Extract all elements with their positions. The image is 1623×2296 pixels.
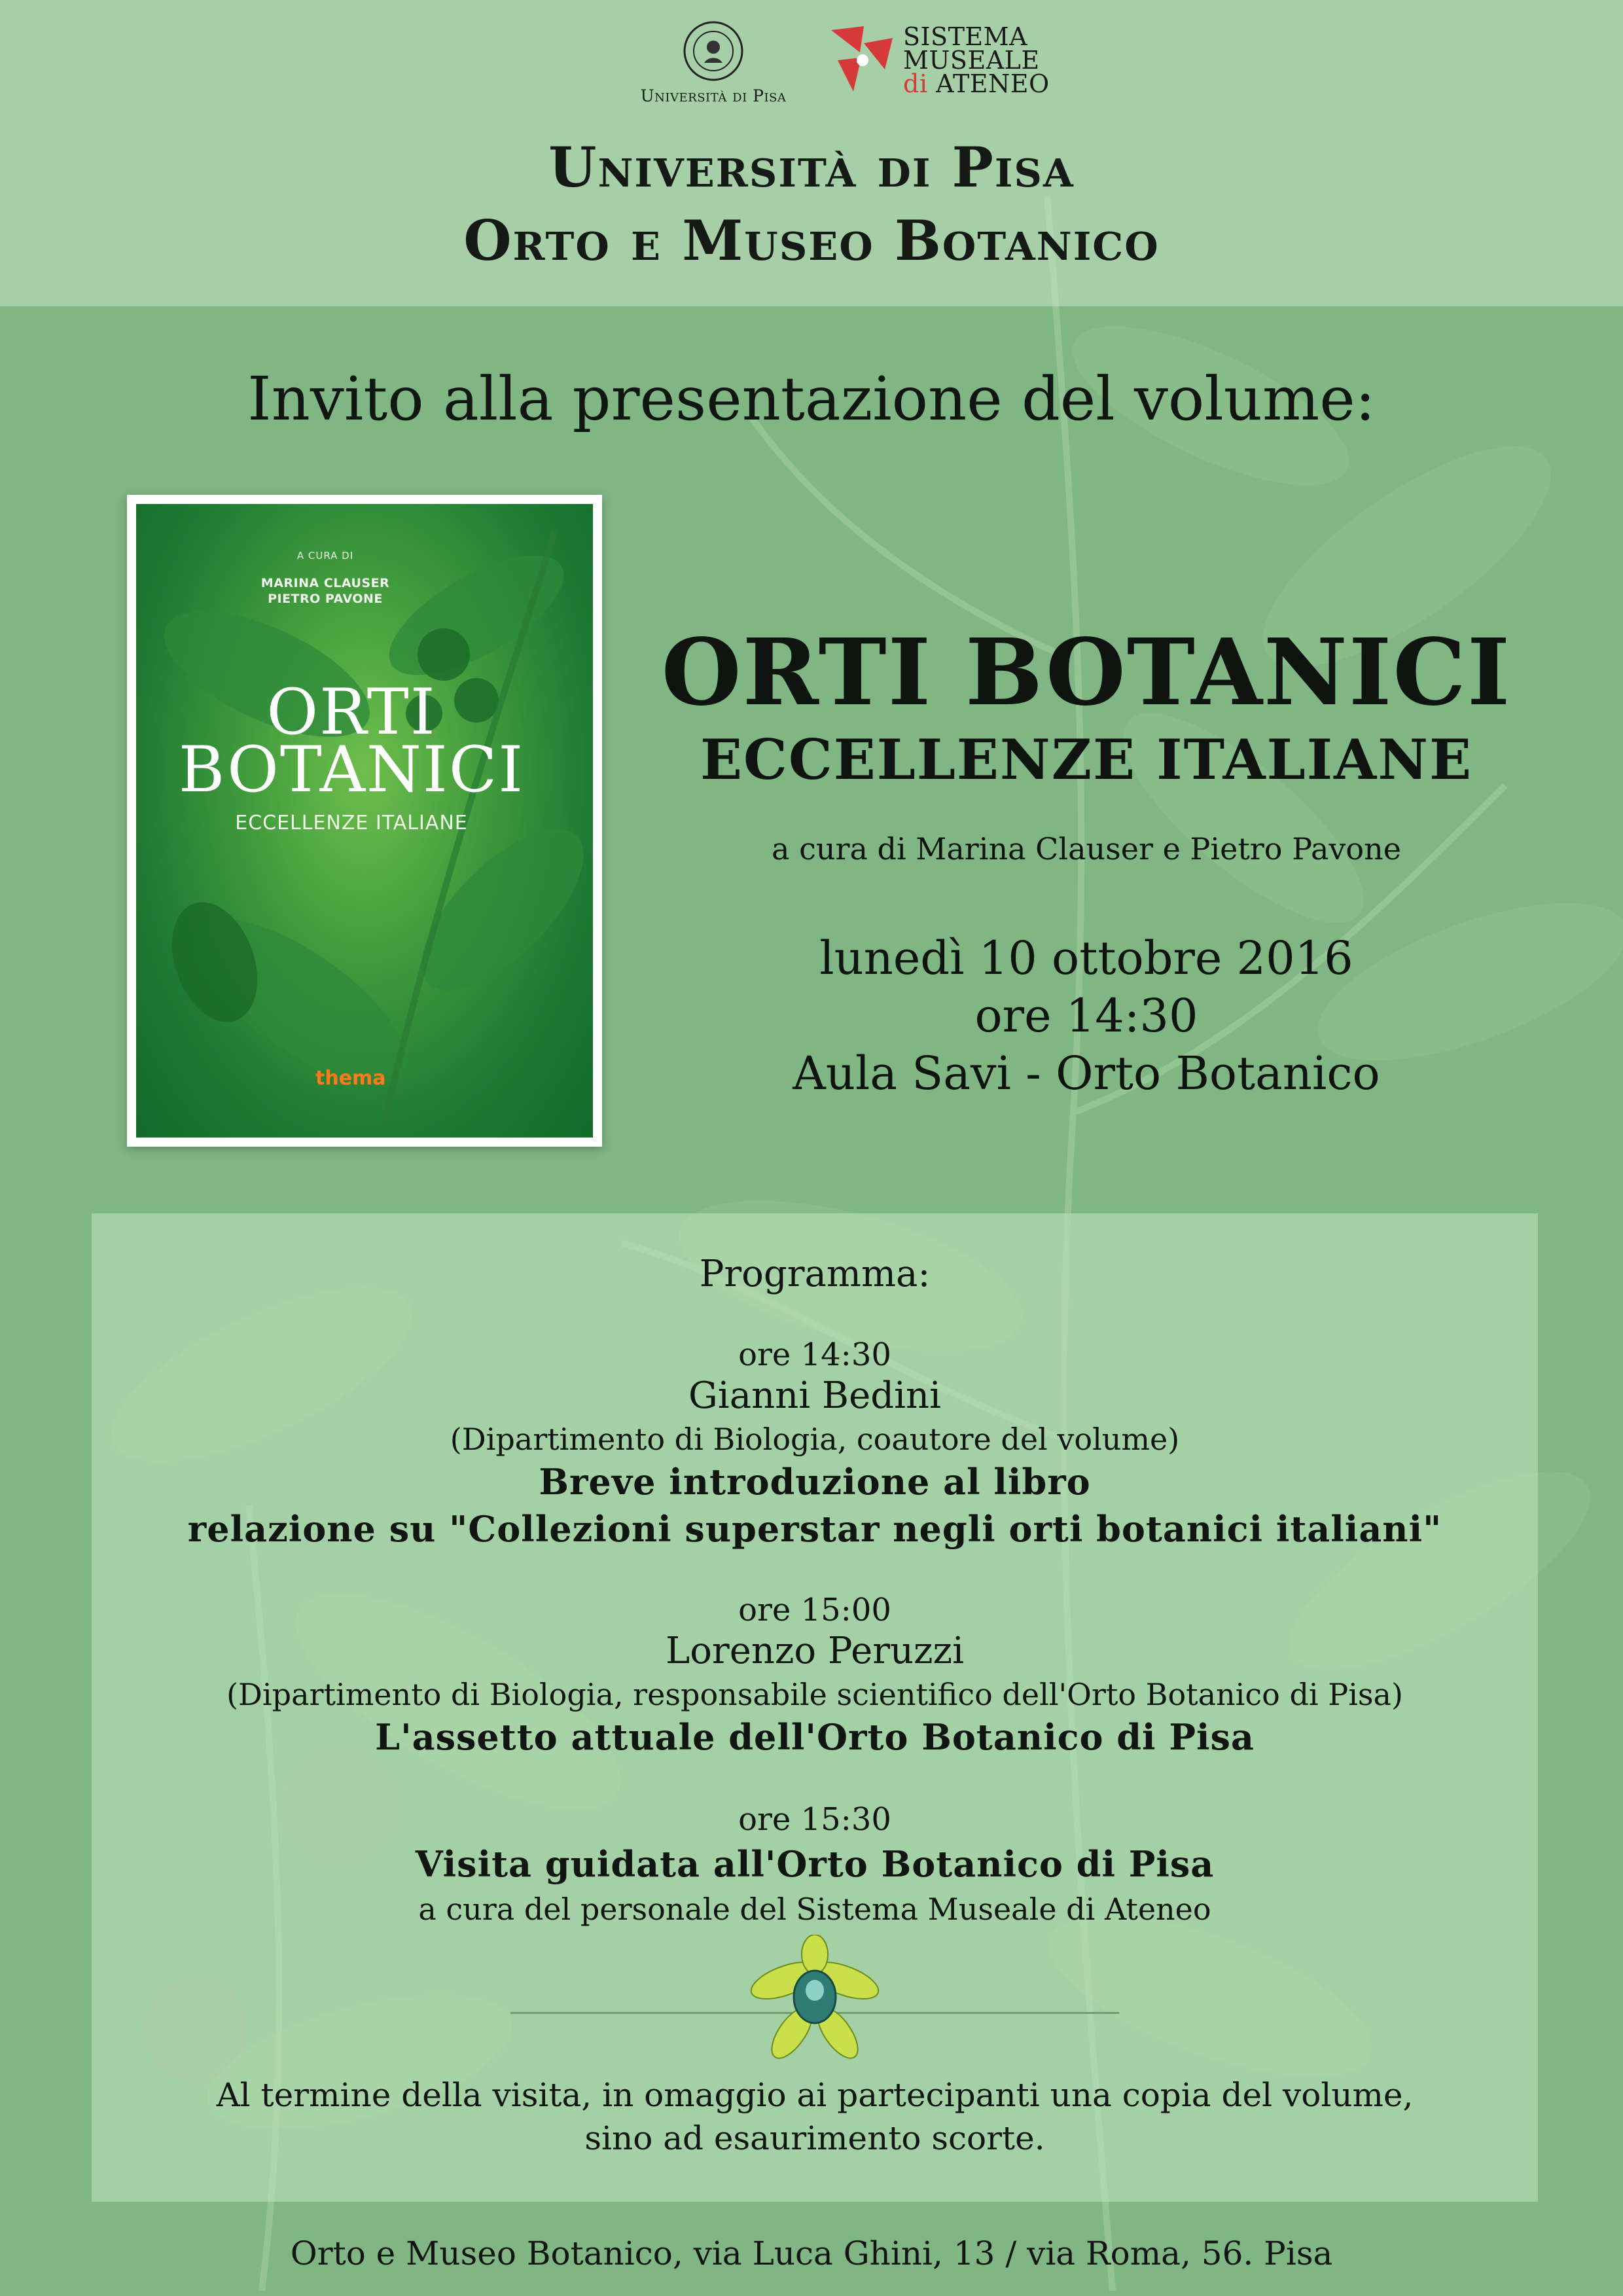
session-1-time: ore 14:30 xyxy=(738,1336,891,1373)
sma-line-2: MUSEALE xyxy=(903,46,1040,75)
book-title: ORTI BOTANICI xyxy=(661,619,1512,726)
event-time: ore 14:30 xyxy=(974,989,1198,1043)
closing-note-line-1: Al termine della visita, in omaggio ai partecipanti una copia del volume, xyxy=(216,2076,1414,2114)
header-institution: Orto e Museo Botanico xyxy=(463,208,1160,273)
session-3-note: a cura del personale del Sistema Museale di Ateneo xyxy=(418,1892,1211,1927)
session-3-time: ore 15:30 xyxy=(738,1801,891,1838)
sma-line-3 xyxy=(903,69,1050,98)
cover-a-cura-di: A CURA DI xyxy=(296,550,354,562)
event-date: lunedì 10 ottobre 2016 xyxy=(819,931,1353,985)
program-panel xyxy=(92,1213,1538,2202)
sistema-museale-flower-icon xyxy=(825,24,898,97)
university-logo xyxy=(628,20,798,118)
cover-author-2: PIETRO PAVONE xyxy=(268,592,383,606)
closing-note-line-2: sino ad esaurimento scorte. xyxy=(584,2119,1045,2157)
sistema-museale-logo xyxy=(825,24,1073,109)
university-logo-label: Università di Pisa xyxy=(640,86,787,105)
orchid-flower-icon xyxy=(746,1935,883,2066)
session-1-affiliation: (Dipartimento di Biologia, coautore del volume) xyxy=(450,1422,1180,1457)
header-university: Università di Pisa xyxy=(548,135,1075,200)
session-3-talk: Visita guidata all'Orto Botanico di Pisa xyxy=(415,1843,1215,1885)
session-1-talk-1: Breve introduzione al libro xyxy=(539,1461,1091,1503)
cover-publisher-logo: thema xyxy=(315,1067,386,1090)
cover-title-line-2: BOTANICI xyxy=(178,733,525,806)
cover-title-line-1: ORTI xyxy=(266,675,437,749)
program-title: Programma: xyxy=(699,1253,931,1295)
sma-line-1: SISTEMA xyxy=(903,22,1028,51)
session-2-time: ore 15:00 xyxy=(738,1592,891,1628)
cover-subtitle: ECCELLENZE ITALIANE xyxy=(235,812,468,834)
cover-author-1: MARINA CLAUSER xyxy=(260,576,390,590)
session-1-talk-2: relazione su "Collezioni superstar negli orti botanici italiani" xyxy=(187,1508,1442,1550)
session-2-talk: L'assetto attuale dell'Orto Botanico di Pisa xyxy=(375,1716,1255,1758)
invite-title: Invito alla presentazione del volume: xyxy=(247,364,1376,434)
book-cover-frame xyxy=(127,495,602,1147)
session-2-affiliation: (Dipartimento di Biologia, responsabile scientifico dell'Orto Botanico di Pisa) xyxy=(226,1677,1403,1712)
event-place: Aula Savi - Orto Botanico xyxy=(793,1047,1380,1100)
sma-ateneo: ATENEO xyxy=(936,69,1050,98)
footer-address: Orto e Museo Botanico, via Luca Ghini, 13 / via Roma, 56. Pisa xyxy=(290,2234,1333,2272)
session-2-speaker: Lorenzo Peruzzi xyxy=(666,1630,964,1672)
sistema-museale-wordmark xyxy=(903,22,1050,98)
university-seal-icon xyxy=(682,20,745,82)
sma-di: di xyxy=(903,69,928,98)
session-1-speaker: Gianni Bedini xyxy=(688,1374,941,1417)
book-cover xyxy=(136,504,593,1138)
book-subtitle: ECCELLENZE ITALIANE xyxy=(700,727,1472,792)
book-editors: a cura di Marina Clauser e Pietro Pavone xyxy=(772,831,1401,867)
